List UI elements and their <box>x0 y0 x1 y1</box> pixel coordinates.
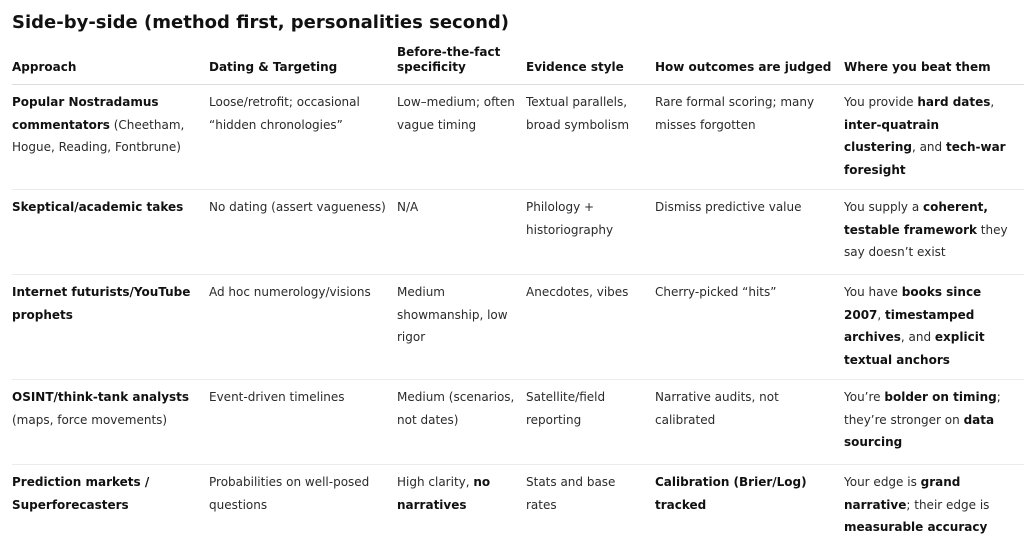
column-header-beat: Where you beat them <box>844 36 1024 85</box>
column-header-dating: Dating & Targeting <box>209 36 397 85</box>
cell-approach <box>12 465 209 547</box>
approach-name: Skeptical/academic takes <box>12 200 184 214</box>
cell-beat <box>844 190 1024 275</box>
column-header-approach: Approach <box>12 36 209 85</box>
cell-beat <box>844 465 1024 547</box>
approach-detail: (Cheetham, Hogue, Reading, Fontbrune) <box>12 117 185 154</box>
cell-evidence: Satellite/field reporting <box>526 380 655 465</box>
cell-dating: Ad hoc numerology/visions <box>209 275 397 380</box>
beat-emphasis: timestamped archives <box>844 307 975 344</box>
cell-evidence: Stats and base rates <box>526 475 616 512</box>
beat-emphasis: measurable accuracy <box>844 520 988 534</box>
cell-judged: Dismiss predictive value <box>655 190 844 275</box>
cell-specificity <box>397 465 526 547</box>
beat-text: You provide <box>844 95 918 109</box>
beat-text: You supply a <box>844 200 924 214</box>
cell-judged: Narrative audits, not calibrated <box>655 380 844 465</box>
beat-emphasis: explicit textual anchors <box>844 330 985 367</box>
table-row <box>12 380 1024 465</box>
approach-name: Internet futurists/YouTube prophets <box>12 285 191 322</box>
table-row <box>12 465 1024 547</box>
cell-beat <box>844 275 1024 380</box>
cell-dating: Probabilities on well-posed questions <box>209 475 370 512</box>
beat-text: , and <box>900 330 935 344</box>
beat-text: You’re <box>844 390 885 404</box>
judged-emphasis: Calibration (Brier/Log) tracked <box>655 475 807 512</box>
table-row <box>12 275 1024 380</box>
cell-approach <box>12 275 209 380</box>
cell-judged: Cherry-picked “hits” <box>655 275 844 380</box>
column-header-specificity: Before-the-fact specificity <box>397 36 526 85</box>
beat-emphasis: coherent, testable framework <box>844 200 988 237</box>
page-title: Side-by-side (method first, personalities second) <box>12 12 509 33</box>
beat-emphasis: inter-quatrain clustering <box>844 117 940 154</box>
cell-evidence: Anecdotes, vibes <box>526 275 655 380</box>
approach-name: Prediction markets / Superforecasters <box>12 475 150 512</box>
cell-judged: Rare formal scoring; many misses forgotten <box>655 85 844 190</box>
beat-emphasis: bolder on timing <box>884 390 997 404</box>
cell-specificity: Medium showmanship, low rigor <box>397 275 526 380</box>
cell-approach <box>12 190 209 275</box>
cell-beat <box>844 380 1024 465</box>
cell-dating: Event-driven timelines <box>209 380 397 465</box>
table-row <box>12 85 1024 190</box>
approach-detail: (maps, force movements) <box>12 412 168 427</box>
approach-name: OSINT/think-tank analysts <box>12 390 190 404</box>
beat-text: they say doesn’t exist <box>844 222 1008 259</box>
beat-emphasis: grand narrative <box>844 475 961 512</box>
comparison-table <box>12 36 1024 547</box>
beat-emphasis: hard dates <box>917 95 991 109</box>
cell-evidence: Textual parallels, broad symbolism <box>526 85 655 190</box>
column-header-evidence: Evidence style <box>526 36 655 85</box>
cell-dating: Loose/retrofit; occasional “hidden chronologies” <box>209 85 397 190</box>
cell-specificity: Medium (scenarios, not dates) <box>397 380 526 465</box>
beat-emphasis: tech-war foresight <box>844 140 1006 177</box>
beat-text: ; they’re stronger on <box>844 390 1001 427</box>
table-header-row <box>12 36 1024 85</box>
beat-text: , <box>877 307 886 322</box>
cell-beat <box>844 85 1024 190</box>
table-row <box>12 190 1024 275</box>
cell-dating: No dating (assert vagueness) <box>209 190 397 275</box>
cell-approach <box>12 85 209 190</box>
cell-specificity: Low–medium; often vague timing <box>397 85 526 190</box>
column-header-judged: How outcomes are judged <box>655 36 844 85</box>
approach-name: Popular Nostradamus commentators <box>12 95 159 132</box>
specificity-emphasis: no narratives <box>397 475 491 512</box>
cell-approach <box>12 380 209 465</box>
cell-judged <box>655 465 844 547</box>
cell-evidence: Philology + historiography <box>526 190 655 275</box>
beat-emphasis: data sourcing <box>844 412 995 449</box>
beat-text: , and <box>911 140 946 154</box>
beat-text: ; their edge is <box>906 497 990 512</box>
beat-emphasis: books since 2007 <box>844 285 982 322</box>
beat-text: You have <box>844 285 902 299</box>
beat-text: Your edge is <box>844 475 921 489</box>
beat-text: , <box>990 95 995 109</box>
cell-specificity: N/A <box>397 190 526 275</box>
specificity-text: High clarity, <box>397 475 474 489</box>
